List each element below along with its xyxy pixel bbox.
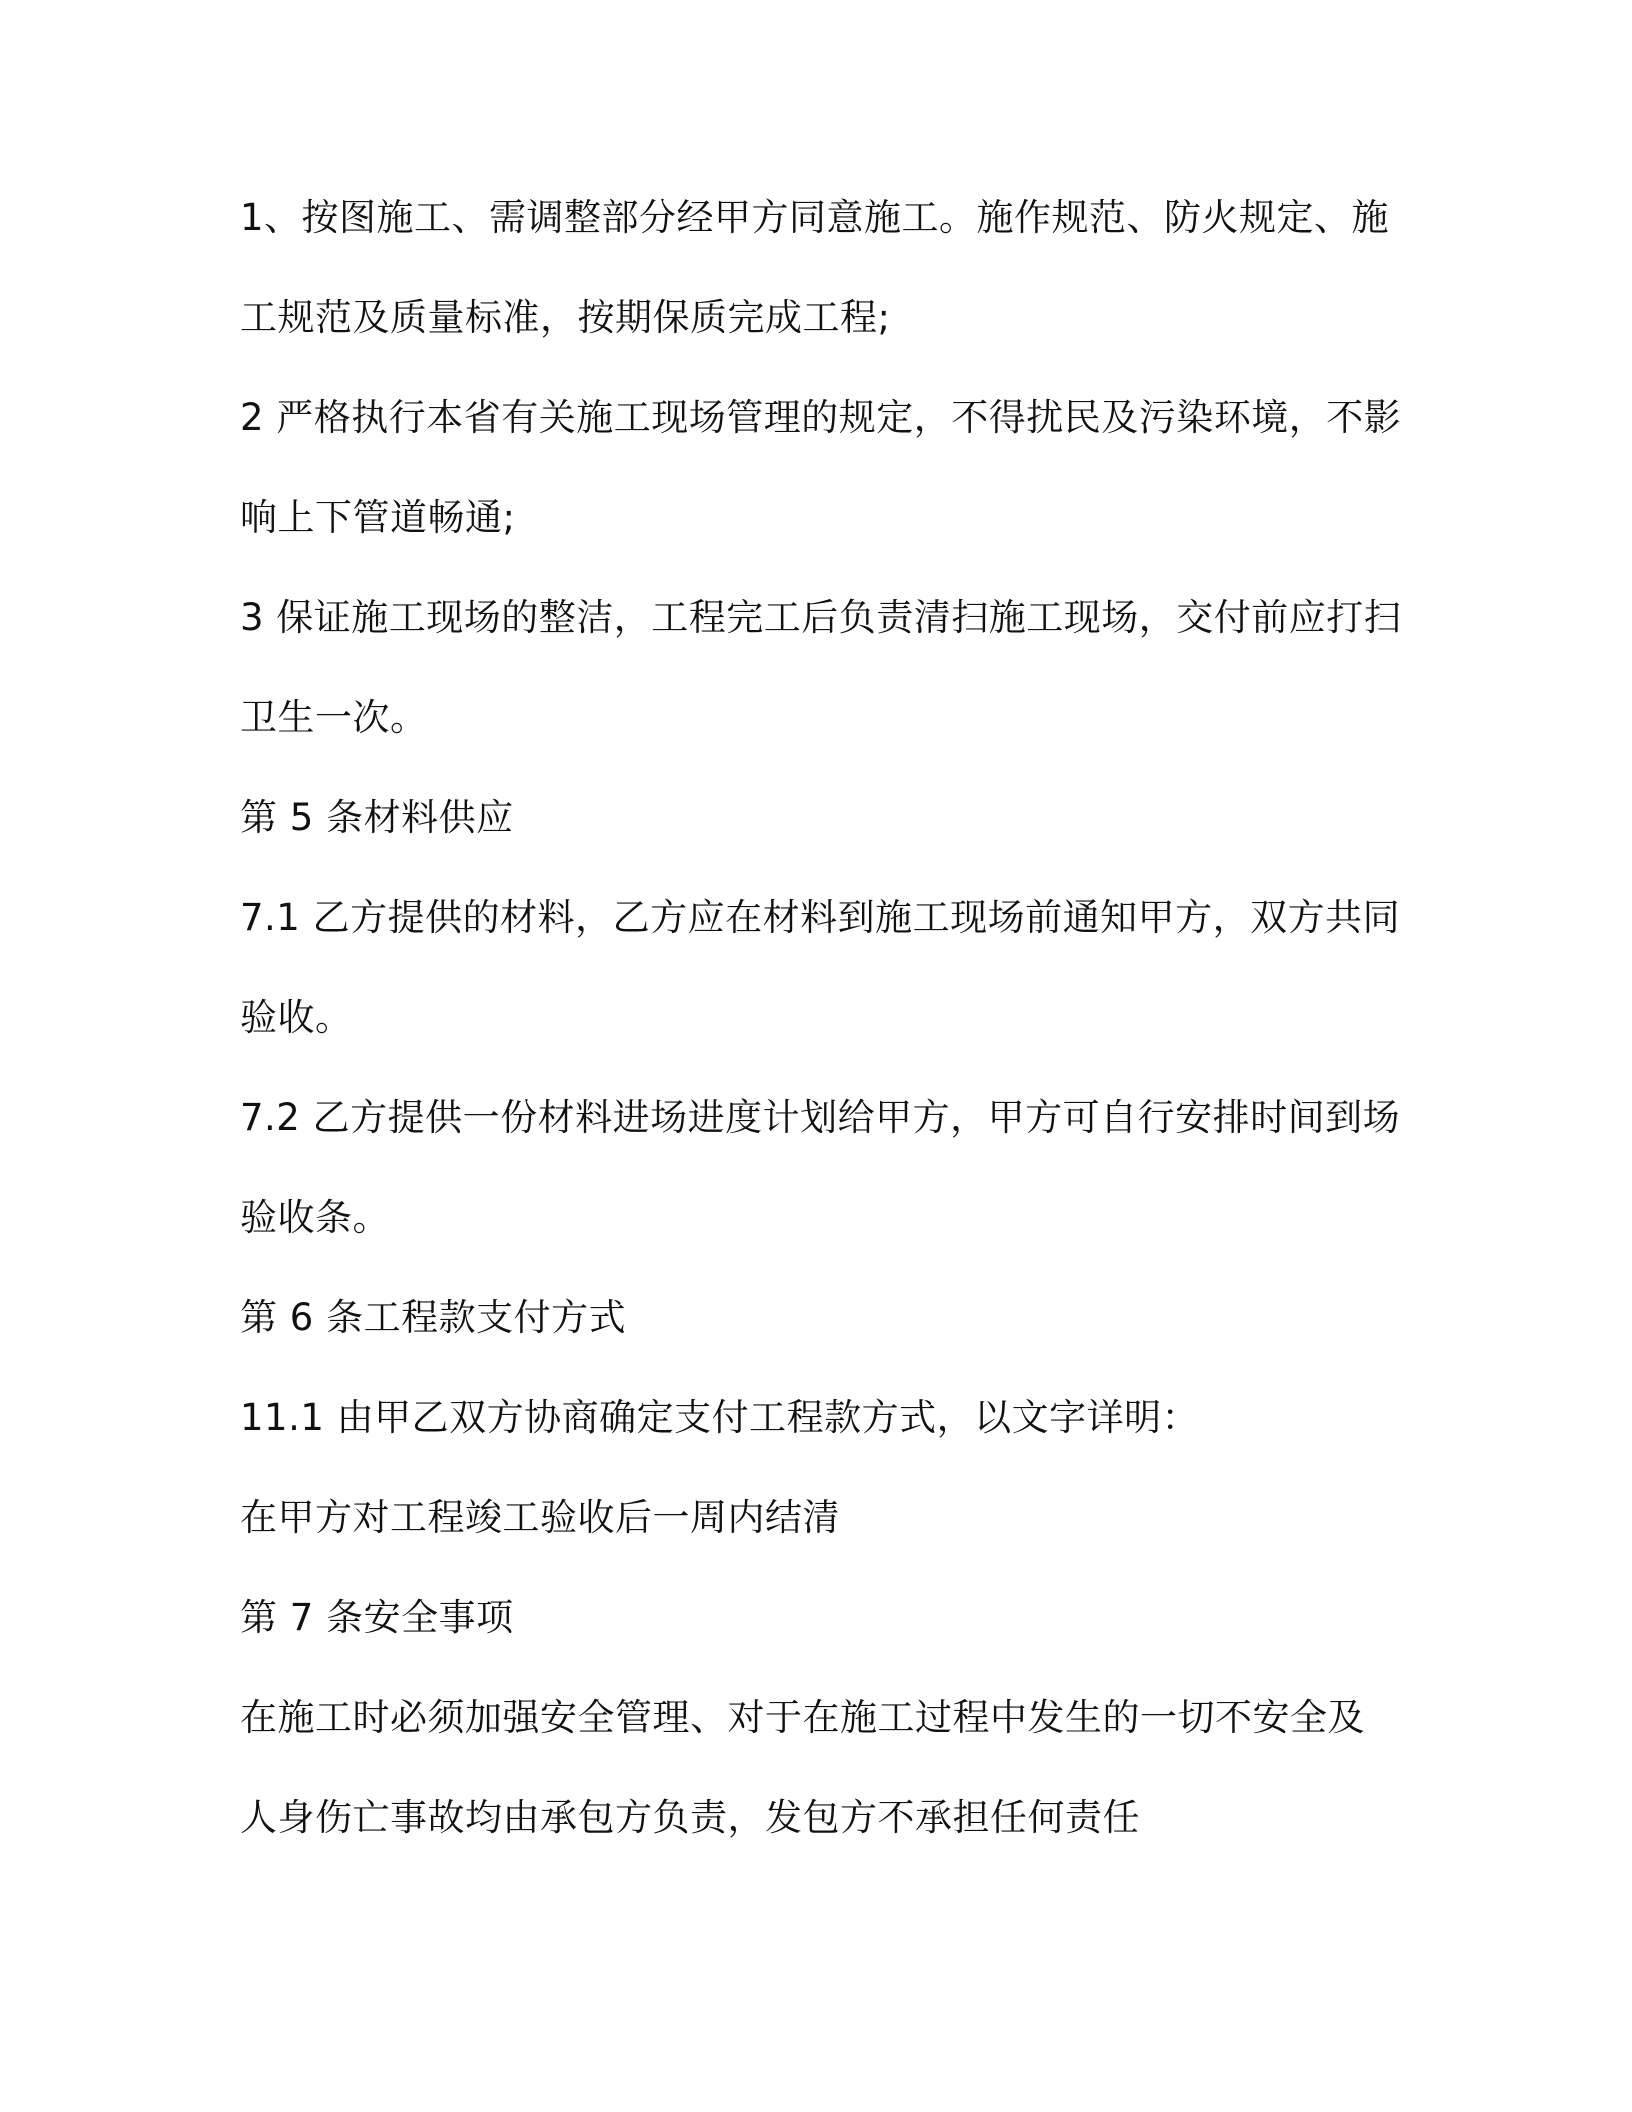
clause-line: 11.1 由甲乙双方协商确定支付工程款方式，以文字详明： bbox=[240, 1396, 1200, 1439]
clause-line: 响上下管道畅通; bbox=[240, 496, 516, 539]
clause-line: 工规范及质量标准，按期保质完成工程; bbox=[240, 296, 891, 339]
section-heading: 第 7 条安全事项 bbox=[240, 1596, 514, 1639]
section-heading: 第 5 条材料供应 bbox=[240, 796, 514, 839]
clause-line: 7.2 乙方提供一份材料进场进度计划给甲方，甲方可自行安排时间到场 bbox=[240, 1096, 1401, 1139]
clause-line: 2 严格执行本省有关施工现场管理的规定，不得扰民及污染环境，不影 bbox=[240, 396, 1402, 439]
section-heading: 第 6 条工程款支付方式 bbox=[240, 1296, 627, 1339]
clause-line: 验收条。 bbox=[240, 1196, 390, 1239]
clause-line: 7.1 乙方提供的材料，乙方应在材料到施工现场前通知甲方，双方共同 bbox=[240, 896, 1401, 939]
clause-line: 卫生一次。 bbox=[240, 696, 428, 739]
clause-line: 1、按图施工、需调整部分经甲方同意施工。施作规范、防火规定、施 bbox=[240, 196, 1390, 239]
clause-line: 3 保证施工现场的整洁，工程完工后负责清扫施工现场，交付前应打扫 bbox=[240, 596, 1402, 639]
clause-line: 在甲方对工程竣工验收后一周内结清 bbox=[240, 1496, 840, 1539]
clause-line: 验收。 bbox=[240, 996, 353, 1039]
clause-line: 人身伤亡事故均由承包方负责，发包方不承担任何责任 bbox=[240, 1796, 1140, 1839]
clause-line: 在施工时必须加强安全管理、对于在施工过程中发生的一切不安全及 bbox=[240, 1696, 1365, 1739]
